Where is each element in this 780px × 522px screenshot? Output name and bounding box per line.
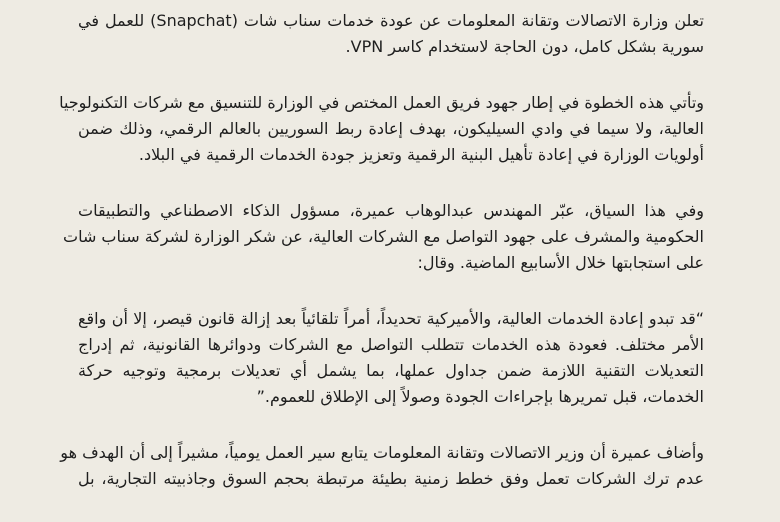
- text-line: العالية، ولا سيما في وادي السيليكون، بهدف إعادة ربط السوريين بالعالم الرقمي، وذلك ضمن: [78, 119, 704, 138]
- text-line: تعلن وزارة الاتصالات وتقانة المعلومات عن عودة خدمات سناب شات (Snapchat) للعمل في: [78, 11, 705, 30]
- text-line: الخدمات، قبل تمريرها بإجراءات الجودة وصولاً إلى الإطلاق للعموم.”: [256, 387, 704, 406]
- text-line: التعديلات التقنية اللازمة ضمن جداول عملها، بما يشمل أي تعديلات برمجية وتوجيه حركة: [78, 361, 704, 380]
- text-line: “قد تبدو إعادة الخدمات العالية، والأميركية تحديداً، أمراً تلقائياً بعد إزالة قانون قيصر، إلا أن واقع: [78, 309, 704, 328]
- text-line: وأضاف عميرة أن وزير الاتصالات وتقانة المعلومات يتابع سير العمل يومياً، مشيراً إلى أن الهدف هو: [60, 443, 704, 462]
- text-line: الحكومية والمشرف على جهود التواصل مع الشركات العالية، عن شكر الوزارة لشركة سناب شات: [63, 227, 704, 246]
- paragraph-statement: [63, 198, 704, 276]
- paragraph-context: [59, 90, 704, 168]
- article-body: [59, 8, 705, 522]
- text-line: على استجابتها خلال الأسابيع الماضية. وقال:: [417, 253, 704, 272]
- paragraph-followup: [60, 440, 704, 492]
- paragraph-quote: [78, 306, 704, 410]
- text-line: سورية بشكل كامل، دون الحاجة لاستخدام كاسر VPN.: [345, 37, 704, 56]
- text-line: عدم ترك الشركات تعمل وفق خطط زمنية بطيئة مرتبطة بحجم السوق وجاذبيته التجارية، بل: [78, 469, 704, 488]
- text-line: أولويات الوزارة في إعادة تأهيل البنية الرقمية وتعزيز جودة الخدمات الرقمية في البلاد.: [138, 145, 704, 164]
- paragraph-announcement: [78, 8, 704, 60]
- text-line: وفي هذا السياق، عبّر المهندس عبدالوهاب عميرة، مسؤول الذكاء الاصطناعي والتطبيقات: [78, 201, 704, 220]
- text-line: وتأتي هذه الخطوة في إطار جهود فريق العمل المختص في الوزارة للتنسيق مع شركات التكنولوجيا: [59, 93, 704, 112]
- text-line: الأمر مختلف. فعودة هذه الخدمات تتطلب التواصل مع الشركات ودوائرها القانونية، ثم إدراج: [78, 335, 704, 354]
